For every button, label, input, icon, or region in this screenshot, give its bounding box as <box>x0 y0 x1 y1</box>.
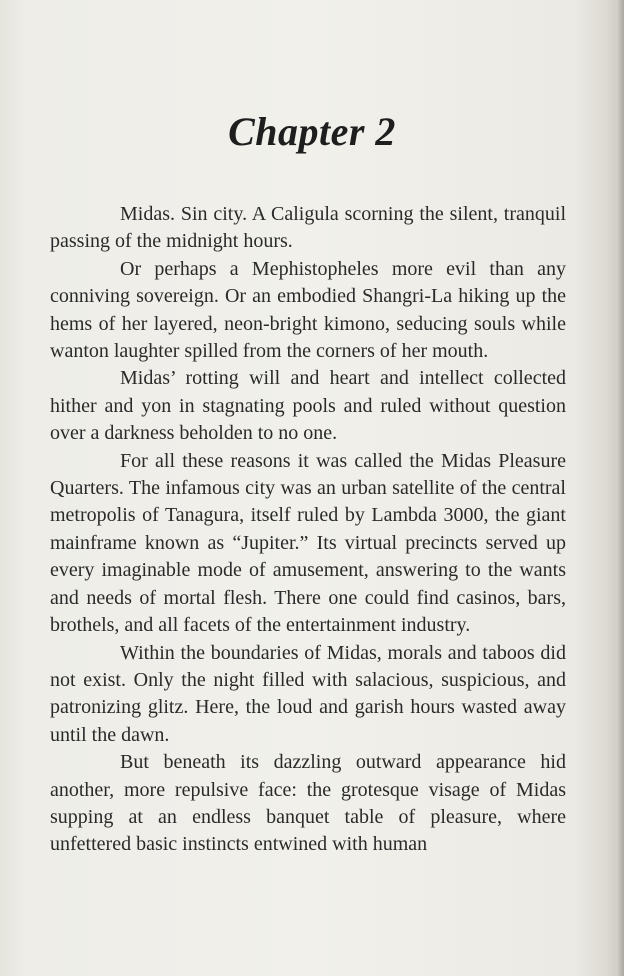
page-edge <box>616 0 624 976</box>
chapter-title: Chapter 2 <box>228 109 396 154</box>
paragraph: Or perhaps a Mephistopheles more evil than any conniving sovereign. Or an embodied Shangri-La hiking up the hems of her layered, neon-bright kimono, seducing souls while wanton laughter spilled from the corners of her mouth. <box>50 257 566 363</box>
chapter-body <box>50 201 566 859</box>
paragraph: Within the boundaries of Midas, morals and taboos did not exist. Only the night filled with salacious, suspicious, and patronizing glitz. Here, the loud and garish hours wasted away until the dawn. <box>50 641 566 746</box>
paragraph: Midas. Sin city. A Caligula scorning the silent, tranquil passing of the midnight hours. <box>50 203 566 253</box>
paragraph: But beneath its dazzling outward appearance hid another, more repulsive face: the grotesque visage of Midas supping at an endless banquet table of pleasure, where unfettered basic instincts entwined with human <box>50 751 566 856</box>
paragraph: Midas’ rotting will and heart and intellect collected hither and yon in stagnating pools and ruled without question over a darkness beholden to no one. <box>50 367 566 445</box>
paragraph: For all these reasons it was called the Midas Pleasure Quarters. The infamous city was an urban satellite of the central metropolis of Tanagura, itself ruled by Lambda 3000, the giant mainframe known as “Jupiter.” Its virtual precincts served up every imaginable mode of amusement, answering to the wants and needs of mortal flesh. There one could find casinos, bars, brothels, and all facets of the entertainment industry. <box>50 449 566 637</box>
